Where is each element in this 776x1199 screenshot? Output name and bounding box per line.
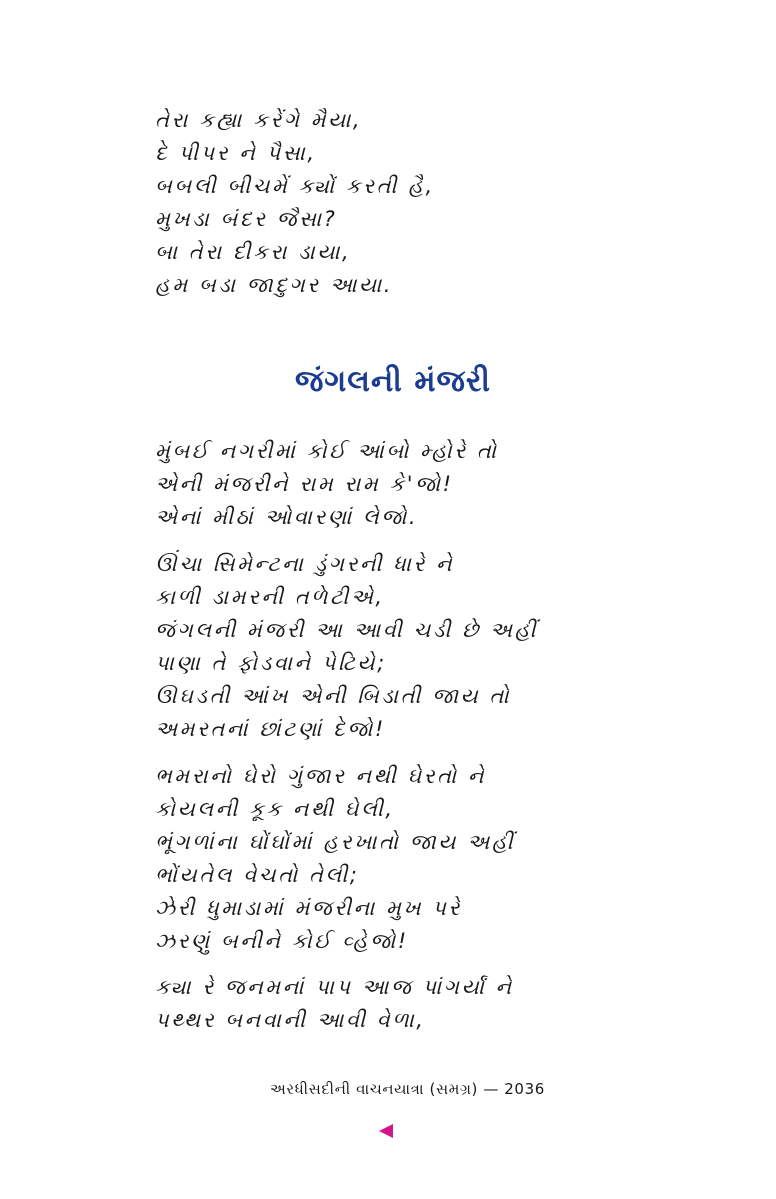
poem-line: ભૂંગળાંના ઘોંઘોંમાં હરખાતો જાય અહીં xyxy=(155,830,516,854)
poem-line: પથ્થર બનવાની આવી વેળા, xyxy=(155,1008,426,1032)
poem-line: એની મંજરીને રામ રામ કે'જો! xyxy=(155,472,454,496)
poem-line: મુખડા બંદર જૈસા? xyxy=(155,207,338,231)
poem-line: જંગલની મંજરી આ આવી ચડી છે અહીં xyxy=(155,618,539,642)
poem-line: ભમરાનો ઘેરો ગુંજાર નથી ઘેરતો ને xyxy=(155,764,487,788)
page-footer: અરધીસદીની વાચનયાત્રા (સમગ્ર) — 2036 xyxy=(270,1080,545,1098)
stanza-2 xyxy=(155,435,498,534)
poem-line: કાળી ડામરની તળેટીએ, xyxy=(155,585,385,609)
stanza-1 xyxy=(155,104,435,302)
poem-line: અમરતનાં છાંટણાં દેજો! xyxy=(155,717,386,741)
poem-line: તેરા કહ્યા કરેંગે મૈયા, xyxy=(155,108,363,132)
poem-line: ઊઘડતી આંખ એની બિડાતી જાય તો xyxy=(155,684,512,708)
poem-line: કોયલની કૂક નથી ઘેલી, xyxy=(155,797,395,821)
stanza-5 xyxy=(155,971,514,1037)
poem-line: મુંબઈ નગરીમાં કોઈ આંબો મ્હોરે તો xyxy=(155,439,499,463)
poem-line: ક્યા રે જનમનાં પાપ આજ પાંગર્યાં ને xyxy=(155,975,514,999)
poem-line: ભોંયતેલ વેચતો તેલી; xyxy=(155,863,360,887)
poem-line: ઝેરી ધુમાડામાં મંજરીના મુખ પરે xyxy=(155,896,462,920)
poem-line: હમ બડા જાદુગર આયા. xyxy=(155,273,393,297)
poem-line: ઊંચા સિમેન્ટના ડુંગરની ધારે ને xyxy=(155,552,455,576)
stanza-3 xyxy=(155,548,538,746)
poem-line: ઝરણું બનીને કોઈ વ્હેજો! xyxy=(155,929,409,953)
poem-line: બા તેરા દીકરા ડાયા, xyxy=(155,240,352,264)
stanza-4 xyxy=(155,760,515,958)
poem-title: જંગલની મંજરી xyxy=(295,364,491,399)
poem-line: દે પીપર ને પૈસા, xyxy=(155,141,317,165)
poem-line: એનાં મીઠાં ઓવારણાં લેજો. xyxy=(155,505,419,529)
poem-line: બબલી બીચમેં ક્યોં કરતી હૈ, xyxy=(155,174,435,198)
previous-page-icon[interactable] xyxy=(379,1124,393,1138)
poem-line: પાણા તે ફોડવાને પેટિયે; xyxy=(155,651,387,675)
